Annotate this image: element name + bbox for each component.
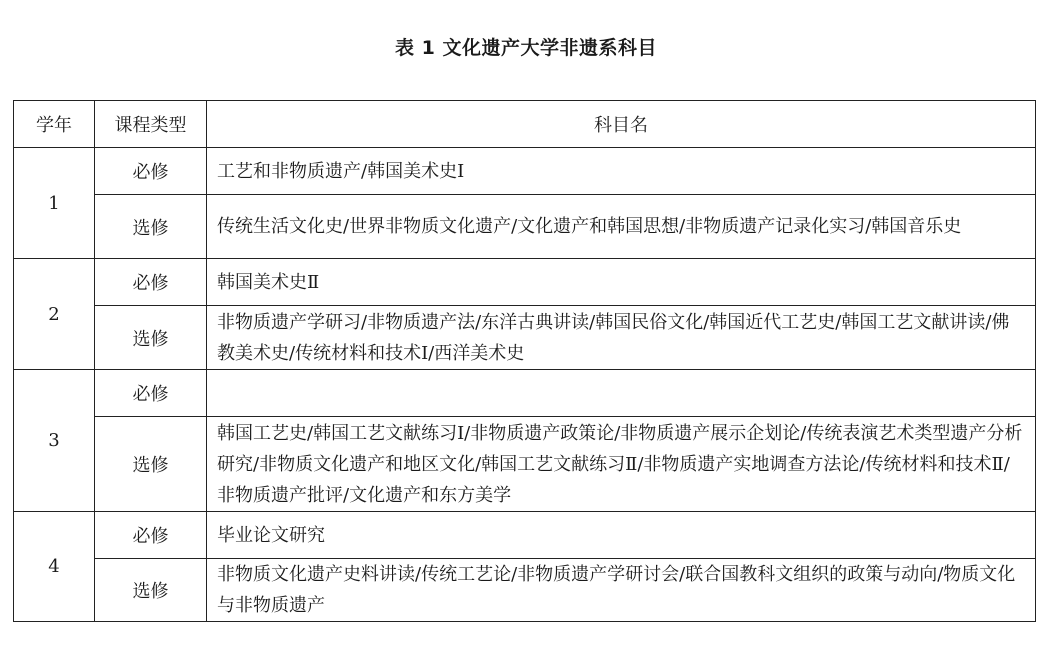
table-row xyxy=(14,370,1036,417)
year-cell: 1 xyxy=(14,148,95,259)
table-row xyxy=(14,512,1036,559)
year-cell: 4 xyxy=(14,512,95,622)
course-type-cell: 选修 xyxy=(95,417,207,512)
course-type-cell: 必修 xyxy=(95,259,207,306)
course-list-cell: 工艺和非物质遗产/韩国美术史Ⅰ xyxy=(207,148,1036,195)
table-row xyxy=(14,259,1036,306)
course-list-cell: 传统生活文化史/世界非物质文化遗产/文化遗产和韩国思想/非物质遗产记录化实习/韩国音乐史 xyxy=(207,195,1036,259)
course-list-cell: 非物质文化遗产史料讲读/传统工艺论/非物质遗产学研讨会/联合国教科文组织的政策与动向/物质文化与非物质遗产 xyxy=(207,559,1036,622)
course-list-cell xyxy=(207,370,1036,417)
course-type-cell: 选修 xyxy=(95,559,207,622)
table-row xyxy=(14,148,1036,195)
course-type-cell: 必修 xyxy=(95,148,207,195)
course-list-cell: 非物质遗产学研习/非物质遗产法/东洋古典讲读/韩国民俗文化/韩国近代工艺史/韩国工艺文献讲读/佛教美术史/传统材料和技术Ⅰ/西洋美术史 xyxy=(207,306,1036,370)
table-header-row xyxy=(14,101,1036,148)
table-row xyxy=(14,306,1036,370)
course-type-cell: 必修 xyxy=(95,370,207,417)
course-list-cell: 韩国工艺史/韩国工艺文献练习Ⅰ/非物质遗产政策论/非物质遗产展示企划论/传统表演艺术类型遗产分析研究/非物质文化遗产和地区文化/韩国工艺文献练习Ⅱ/非物质遗产实地调查方法论/传统材料和技术Ⅱ/非物质遗产批评/文化遗产和东方美学 xyxy=(207,417,1036,512)
header-course-type: 课程类型 xyxy=(95,101,207,148)
year-cell: 2 xyxy=(14,259,95,370)
table-row xyxy=(14,195,1036,259)
course-type-cell: 选修 xyxy=(95,306,207,370)
course-list-cell: 毕业论文研究 xyxy=(207,512,1036,559)
header-course-names: 科目名 xyxy=(207,101,1036,148)
table-caption: 表 1 文化遗产大学非遗系科目 xyxy=(395,37,657,59)
table-row xyxy=(14,559,1036,622)
course-type-cell: 选修 xyxy=(95,195,207,259)
course-type-cell: 必修 xyxy=(95,512,207,559)
table-row xyxy=(14,417,1036,512)
course-list-cell: 韩国美术史Ⅱ xyxy=(207,259,1036,306)
header-year: 学年 xyxy=(14,101,95,148)
year-cell: 3 xyxy=(14,370,95,512)
curriculum-table xyxy=(13,100,1036,622)
